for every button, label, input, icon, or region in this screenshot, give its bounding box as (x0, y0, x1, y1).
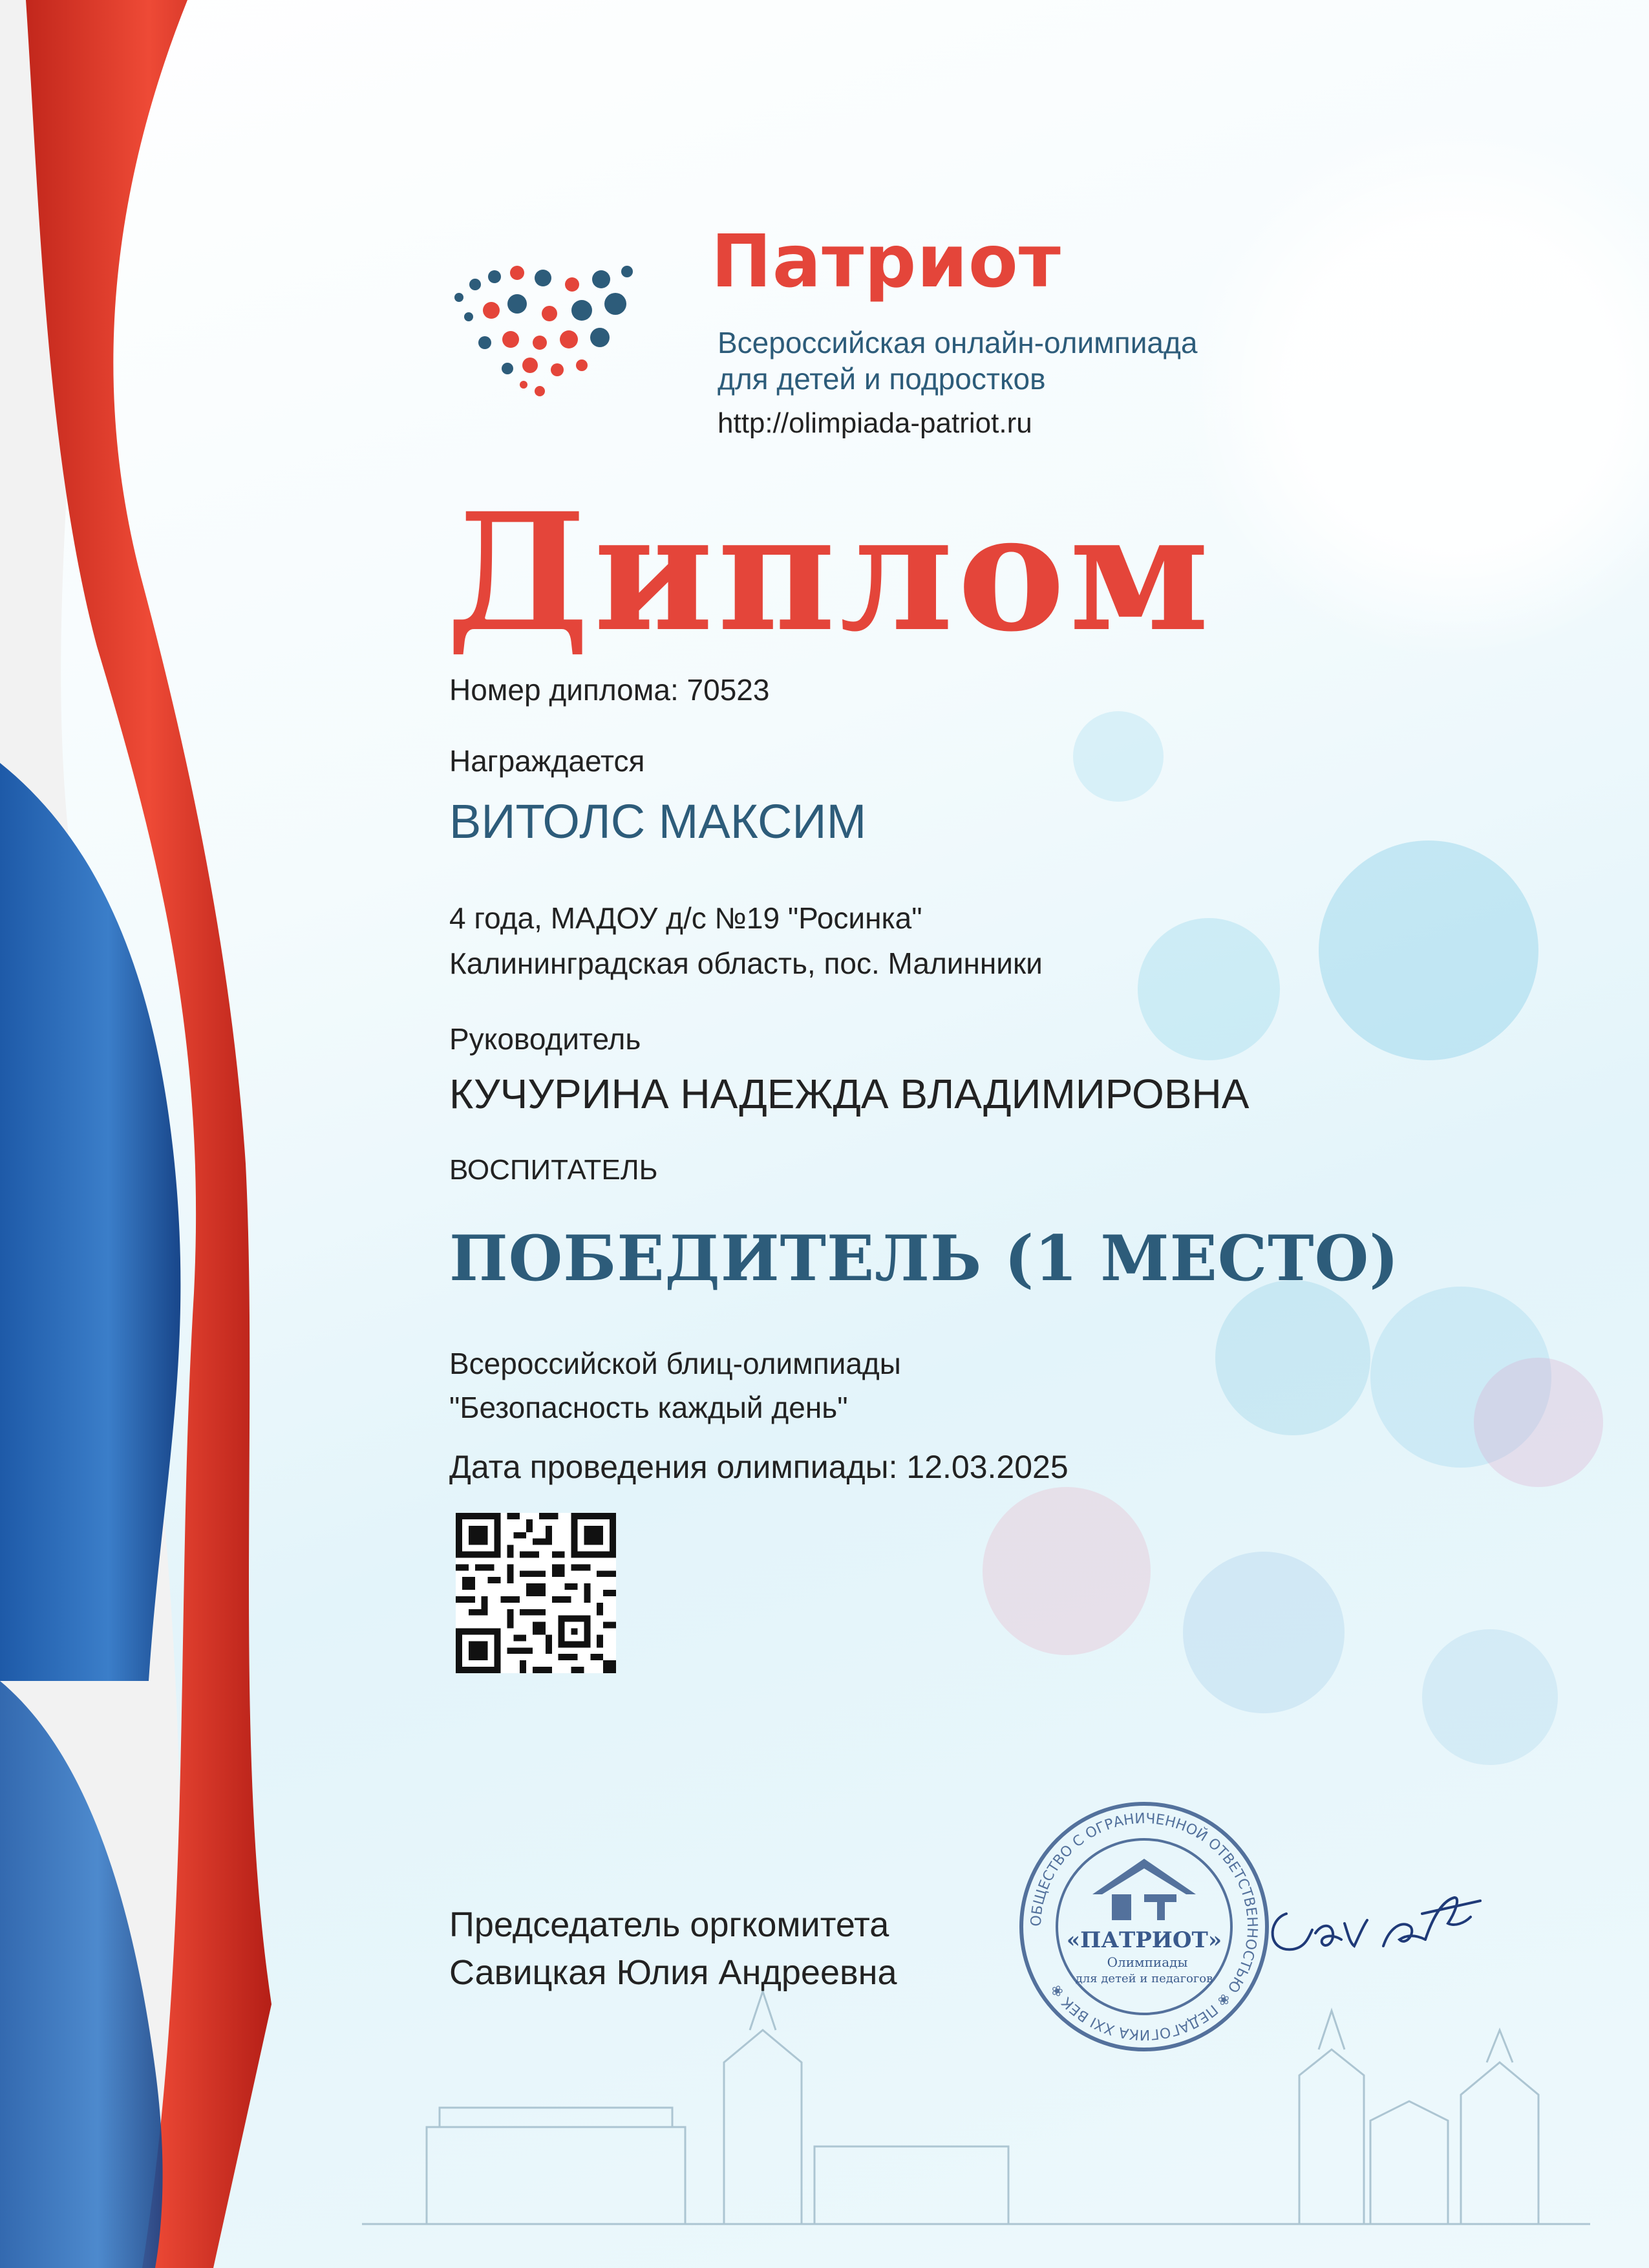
award-place: ПОБЕДИТЕЛЬ (1 МЕСТО) (449, 1222, 1399, 1295)
bokeh-circle (1215, 1280, 1370, 1435)
leader-name: КУЧУРИНА НАДЕЖДА ВЛАДИМИРОВНА (449, 1071, 1250, 1117)
recipient-info (449, 895, 1043, 986)
chairman-block (449, 1901, 897, 1996)
brand-subtitle-line2: для детей и подростков (718, 362, 1046, 396)
bokeh-circle (1422, 1629, 1558, 1765)
chairman-name: Савицкая Юлия Андреевна (449, 1953, 897, 1992)
leader-label: Руководитель (449, 1022, 641, 1056)
stamp-sub-line1: Олимпиады (1107, 1954, 1188, 1970)
recipient-info-line2: Калининградская область, пос. Малинники (449, 947, 1043, 980)
bokeh-circle (1474, 1358, 1603, 1487)
leader-role: ВОСПИТАТЕЛЬ (449, 1154, 658, 1186)
olympiad-date: Дата проведения олимпиады: 12.03.2025 (449, 1449, 1069, 1485)
brand-subtitle-line1: Всероссийская онлайн-олимпиада (718, 326, 1198, 359)
brand-url: http://olimpiada-patriot.ru (718, 407, 1032, 439)
svg-text:ОБЩЕСТВО С ОГРАНИЧЕННОЙ ОТВЕТС (1028, 1811, 1260, 2042)
diploma-title: Диплом (446, 477, 1213, 667)
signature (1261, 1862, 1493, 1991)
stamp-ring-text: ОБЩЕСТВО С ОГРАНИЧЕННОЙ ОТВЕТСТВЕННОСТЬЮ ❀ ПЕДАГОГИКА XXI ВЕК ❀ (1028, 1810, 1261, 2043)
qr-code[interactable] (456, 1513, 616, 1673)
awarded-label: Награждается (449, 744, 645, 778)
diploma-number: Номер диплома: 70523 (449, 673, 770, 707)
stamp-seal (1015, 1797, 1273, 2056)
olympiad-line1: Всероссийской блиц-олимпиады (449, 1347, 901, 1380)
stamp-center-text: «ПАТРИОТ» (1066, 1927, 1222, 1953)
bokeh-circle (1138, 918, 1280, 1060)
dots-logo-icon (446, 259, 666, 407)
bokeh-circle (1183, 1552, 1345, 1713)
recipient-name: ВИТОЛС МАКСИМ (449, 795, 867, 848)
chairman-title: Председатель оргкомитета (449, 1905, 889, 1944)
brand-subtitle (718, 325, 1197, 397)
recipient-info-line1: 4 года, МАДОУ д/с №19 "Росинка" (449, 901, 922, 935)
olympiad-name (449, 1342, 901, 1429)
bokeh-circle (1319, 840, 1538, 1060)
bokeh-circle (1073, 711, 1164, 802)
stamp-sub-line2: для детей и педагогов (1075, 1972, 1213, 1985)
olympiad-line2: "Безопасность каждый день" (449, 1391, 848, 1424)
brand-title: Патриот (711, 220, 1061, 304)
bokeh-circle (983, 1487, 1151, 1655)
